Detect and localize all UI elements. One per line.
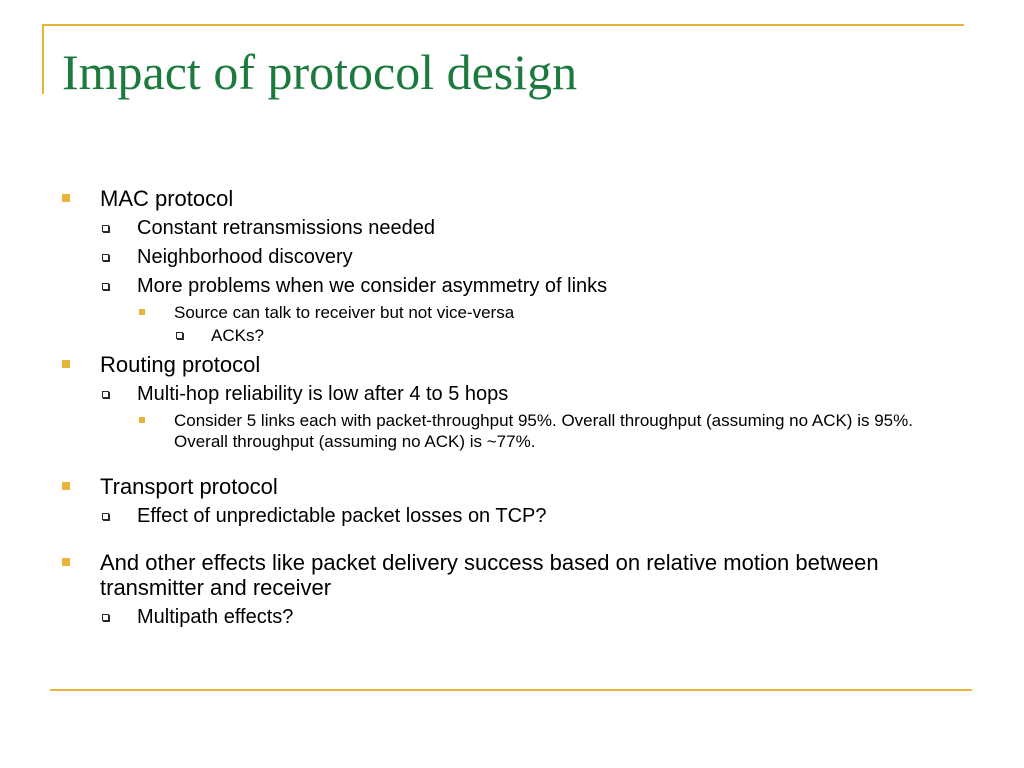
list-item-text: Source can talk to receiver but not vice-versa: [174, 303, 515, 322]
list-item: [62, 474, 962, 499]
list-item-text: Effect of unpredictable packet losses on TCP?: [137, 505, 547, 527]
list-item-text: Multi-hop reliability is low after 4 to 5 hops: [137, 383, 509, 405]
list-item: [100, 605, 962, 629]
list-item: [137, 410, 962, 452]
list-item-text: Routing protocol: [100, 352, 261, 377]
list-item-text: Transport protocol: [100, 474, 278, 499]
square-bullet-icon: [62, 482, 70, 490]
square-bullet-icon: [62, 194, 70, 202]
square-bullet-icon: [62, 360, 70, 368]
list-item: [137, 302, 962, 323]
list-item: [62, 352, 962, 377]
hollow-square-bullet-icon: [102, 283, 109, 290]
list-item-text: Multipath effects?: [137, 606, 294, 628]
list-item-text: Neighborhood discovery: [137, 246, 353, 268]
list-item: [62, 550, 962, 600]
hollow-square-bullet-icon: [102, 225, 109, 232]
list-item-text: Consider 5 links each with packet-throughput 95%. Overall throughput (assuming no ACK) is 95%. Overall throughput (assuming no ACK) is ~77%.: [174, 411, 913, 451]
top-rule: [42, 24, 964, 26]
square-bullet-icon: [139, 417, 145, 423]
hollow-square-bullet-icon: [102, 254, 109, 261]
list-item: [100, 504, 962, 528]
list-item: [100, 274, 962, 298]
list-item-text: MAC protocol: [100, 186, 234, 211]
list-item: [62, 186, 962, 211]
hollow-square-bullet-icon: [102, 513, 109, 520]
left-rule: [42, 24, 44, 94]
hollow-square-bullet-icon: [176, 332, 183, 339]
list-item-text: And other effects like packet delivery success based on relative motion between transmitter and receiver: [100, 550, 879, 600]
hollow-square-bullet-icon: [102, 391, 109, 398]
bullet-list: [62, 180, 962, 629]
slide-title: Impact of protocol design: [62, 44, 578, 100]
list-item: [100, 216, 962, 240]
list-item: [100, 382, 962, 406]
bottom-rule: [50, 689, 972, 691]
hollow-square-bullet-icon: [102, 614, 109, 621]
square-bullet-icon: [62, 558, 70, 566]
list-item: [174, 325, 962, 346]
list-item-text: More problems when we consider asymmetry of links: [137, 275, 608, 297]
square-bullet-icon: [139, 309, 145, 315]
list-item-text: Constant retransmissions needed: [137, 217, 435, 239]
list-item-text: ACKs?: [211, 326, 264, 345]
list-item: [100, 245, 962, 269]
